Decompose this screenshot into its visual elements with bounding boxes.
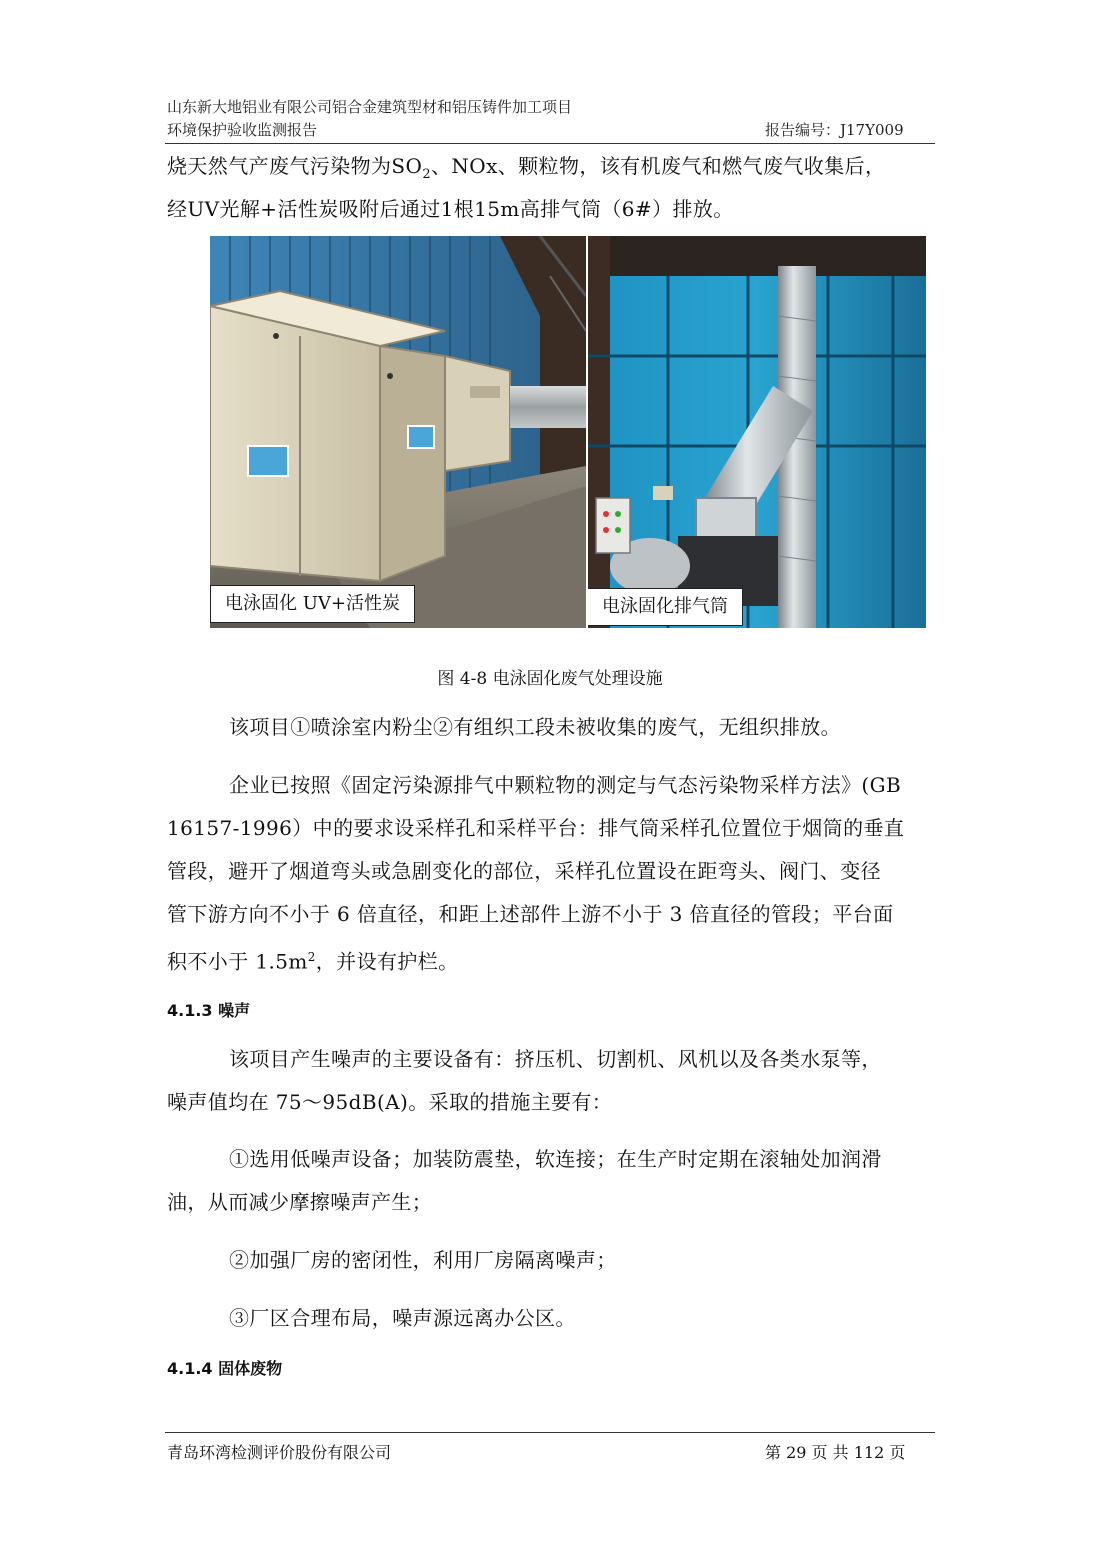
header-report-title: 环境保护验收监测报告 [167, 121, 318, 139]
noise-measure-2: ②加强厂房的密闭性，利用厂房隔离噪声； [229, 1248, 617, 1272]
exhaust-stack-illustration [588, 236, 926, 628]
footer-rule [165, 1432, 935, 1433]
header-rule [165, 143, 935, 144]
paragraph-fugitive-emissions: 该项目①喷涂室内粉尘②有组织工段未被收集的废气，无组织排放。 [229, 715, 841, 739]
footer-company: 青岛环湾检测评价股份有限公司 [167, 1443, 392, 1462]
paragraph-sampling-ports [167, 764, 935, 979]
para2-line-3: 管段，避开了烟道弯头或急剧变化的部位，采样孔位置设在距弯头、阀门、变径 [167, 859, 881, 883]
noise-measure-3: ③厂区合理布局，噪声源远离办公区。 [229, 1306, 576, 1330]
photo-exhaust-stack [588, 236, 926, 628]
section-heading-noise: 4.1.3 噪声 [167, 1001, 251, 1020]
figure-caption: 图 4-8 电泳固化废气处理设施 [437, 669, 663, 689]
uv-unit-illustration [210, 236, 586, 628]
header-project-title: 山东新大地铝业有限公司铝合金建筑型材和铝压铸件加工项目 [167, 98, 573, 116]
section-heading-solid-waste: 4.1.4 固体废物 [167, 1359, 283, 1378]
para2-line-1: 企业已按照《固定污染源排气中颗粒物的测定与气态污染物采样方法》(GB [229, 773, 902, 797]
left-photo-label: 电泳固化 UV+活性炭 [210, 585, 415, 623]
right-photo-label: 电泳固化排气筒 [588, 588, 743, 626]
photo-uv-activated-carbon [210, 236, 586, 628]
para2-line-2: 16157-1996）中的要求设采样孔和采样平台：排气筒采样孔位置位于烟筒的垂直 [167, 816, 905, 840]
header-report-number: 报告编号：J17Y009 [765, 121, 904, 139]
intro-paragraph [167, 145, 935, 231]
para2-line-5: 积不小于 $1.5m^2$，并设有护栏。 [167, 949, 459, 974]
noise-measure-1: ①选用低噪声设备；加装防震垫，软连接；在生产时定期在滚轴处加润滑 油，从而减少摩擦噪声产生； [167, 1147, 882, 1214]
paragraph-noise-sources: 该项目产生噪声的主要设备有：挤压机、切割机、风机以及各类水泵等， 噪声值均在 75～95dB(A)。采取的措施主要有： [167, 1047, 882, 1114]
para2-line-4: 管下游方向不小于 6 倍直径，和距上述部件上游不小于 3 倍直径的管段；平台面 [167, 902, 894, 926]
footer-page-number: 第 29 页 共 112 页 [765, 1443, 906, 1462]
intro-line-2: 经UV光解+活性炭吸附后通过1根15m高排气筒（6#）排放。 [167, 197, 734, 221]
intro-line-1: 烧天然气产废气污染物为$SO_2$、NOx、颗粒物，该有机废气和燃气废气收集后， [167, 154, 886, 182]
